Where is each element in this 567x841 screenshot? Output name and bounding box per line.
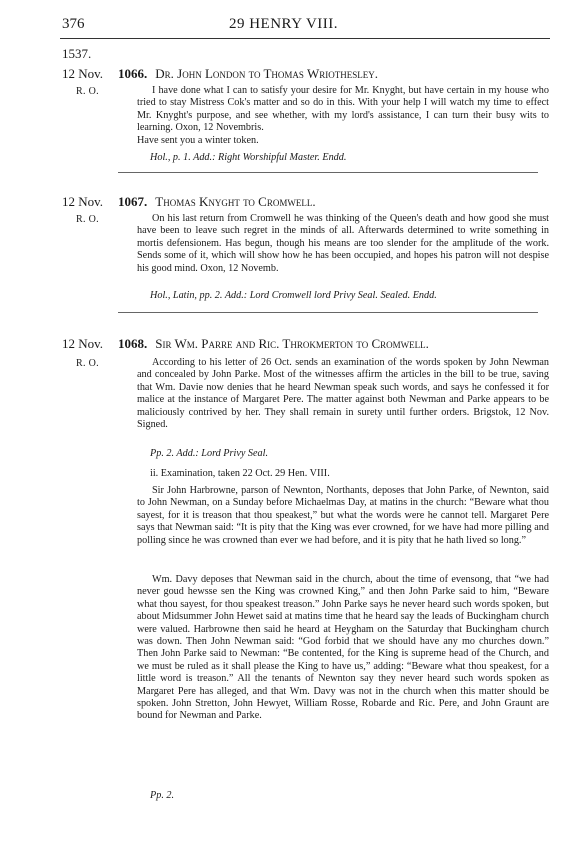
- entry-1068-heading: [118, 336, 429, 352]
- page-number: 376: [62, 16, 85, 32]
- running-header: [0, 16, 567, 36]
- entry-1068-end-note: Pp. 2.: [150, 790, 175, 801]
- entry-1068-body: According to his letter of 26 Oct. sends an examination of the words spoken by John Newman and concealed by John Parke. Most of the witnesses affirm the articles in the bill to be true, saving that Wm. Davie now denies that he heard Newman speak such words, and says he confessed it for malice at the instance of Margaret Pere. The matter against both Newman and Parke appears to be maliciously contrived by her. They shall remain in surety until further orders. Brigstok, 12 Nov. Signed.: [137, 357, 549, 431]
- entry-1067-note: Hol., Latin, pp. 2. Add.: Lord Cromwell lord Privy Seal. Sealed. Endd.: [150, 290, 437, 301]
- entry-1066-body: I have done what I can to satisfy your desire for Mr. Knyght, but have certain in my house who tried to stay Mistress Cok's matter and so do in this. With your help I will watch my time to effect Mr. Knyght's purpose, and see whether, with my lord's assistance, I can turn their busy wits to learning. Oxon, 12 Novembris.: [137, 85, 549, 134]
- entry-1068-title: Sir Wm. Parre and Ric. Throkmerton to Cromwell.: [155, 336, 429, 351]
- entry-1068-date: 12 Nov.: [62, 336, 104, 351]
- entry-separator: [118, 172, 538, 173]
- entry-1066-title: Dr. John London to Thomas Wriothesley.: [155, 66, 378, 81]
- entry-1066-number: 1066.: [118, 66, 148, 81]
- entry-1067-number: 1067.: [118, 194, 148, 209]
- entry-1068-source: R. O.: [76, 358, 99, 369]
- entry-1068-sub-heading: ii. Examination, taken 22 Oct. 29 Hen. VIII.: [150, 468, 330, 479]
- entry-1068-note: Pp. 2. Add.: Lord Privy Seal.: [150, 448, 268, 459]
- entry-1067-body: On his last return from Cromwell he was thinking of the Queen's death and how good she must have been to leave such regret in the minds of all. Afterwards determined to write something in mortis defensionem. Has begun, though his means are too slender for the amplitude of the work. Sends some of it, which will show how he has been occupied, and hopes his patron will not despise his good mind. Oxon, 12 Novemb.: [137, 213, 549, 274]
- header-rule: [60, 38, 550, 39]
- entry-1067-heading: [118, 194, 316, 210]
- entry-1066-source: R. O.: [76, 86, 99, 97]
- entry-1067-title: Thomas Knyght to Cromwell.: [155, 194, 316, 209]
- entry-1068-paragraph-2: Wm. Davy deposes that Newman said in the church, about the time of evensong, that “we had never goud hewsse sen the King was crowned King,” and then John Parke said to him, “Beware what thou sayest, for thou speakest treason.” John Parke says he never heard such words spoken, but about Midsummer John Hewet said at matins time that he heard say the leads of Buckingham church were valued. Harbrowne then said he heard at Heygham on the Saturday that Buckingham church was down. Then John Newman said: “God forbid that we should have any mo churches down.” Then John Parke said to Newman: “Be contented, for the King is supreme head of the Church, and we must be ruled as it shall please the King to have us,” adding: “Beware what thou speakest, for a little word is treason.” All the tenants of Newnton say they never heard such words spoken as Margaret Pere has alleged, and that Wm. Davy was not in the church when this matter should be spoken. John Stretton, John Hewyet, William Rosse, Robarde and Ric. Pere, and John Graunt are bound for Newman and Parke.: [137, 574, 549, 722]
- entry-1067-date: 12 Nov.: [62, 194, 104, 209]
- running-head-title: 29 HENRY VIII.: [228, 16, 339, 32]
- entry-1066-date: 12 Nov.: [62, 66, 104, 81]
- entry-1068-number: 1068.: [118, 336, 148, 351]
- entry-1067-source: R. O.: [76, 214, 99, 225]
- year-label: 1537.: [62, 46, 92, 61]
- entry-1066-heading: [118, 66, 378, 82]
- entry-1066-note: Hol., p. 1. Add.: Right Worshipful Master. Endd.: [150, 152, 347, 163]
- entry-1066-extra: Have sent you a winter token.: [137, 135, 259, 146]
- entry-separator: [118, 312, 538, 313]
- entry-1068-paragraph-1: Sir John Harbrowne, parson of Newnton, Northants, deposes that John Parke, of Newnton, said to John Newman, on a Sunday before Michaelmas Day, at matins in the church: “Beware what thou sayest, for it is treason that thou speakest,” but what the words were he cannot tell. Margaret Pere says that Newman said: “It is pity that the King was ever crowned, for we have had more pilling and polling since he was crowned than ever we had before, and it is pity that he hath lived so long.”: [137, 485, 549, 546]
